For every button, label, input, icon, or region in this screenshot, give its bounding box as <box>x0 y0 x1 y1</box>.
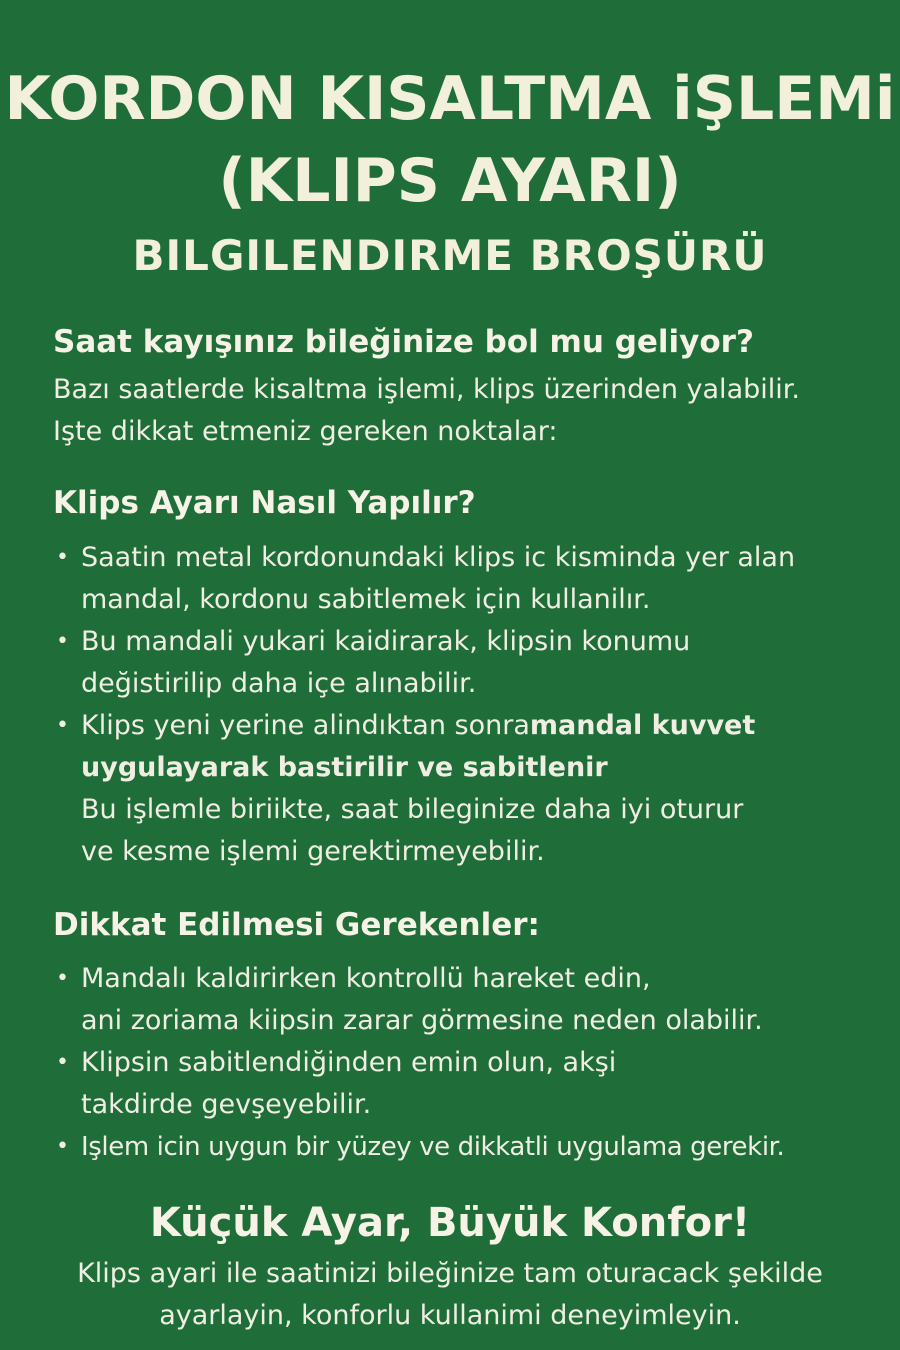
intro-line-1: Bazı saatlerde kisaltma işlemi, klips üzerinden yalabilir. <box>53 374 800 405</box>
list-item-emphasis: mandal kuvvet <box>529 710 756 741</box>
list-item-text: Klips yeni yerine alindıktan sonra <box>81 710 530 741</box>
list-item-line: Saatin metal kordonundaki klips ic kisminda yer alan <box>81 542 796 573</box>
list-item-line <box>81 705 893 747</box>
list-item <box>53 621 893 705</box>
list-item-line: Bu mandali yukari kaidirarak, klipsin konumu <box>81 626 691 657</box>
list-item <box>53 1042 893 1126</box>
how-to-list <box>53 537 893 873</box>
list-item <box>53 958 893 1042</box>
list-item-line: ani zoriama kiipsin zarar görmesine neden olabilir. <box>81 1005 763 1036</box>
list-item-line: değistirilip daha içe alınabilir. <box>81 668 477 699</box>
bullet-icon: • <box>56 629 69 654</box>
intro-line-2: Işte dikkat etmeniz gereken noktalar: <box>53 416 558 447</box>
list-item-line: Klipsin sabitlendiğinden emin olun, akşi <box>81 1047 617 1078</box>
closing-line-2: ayarlayin, konforlu kullanimi deneyimleyin. <box>159 1300 741 1331</box>
intro-text <box>53 369 873 453</box>
list-item-line: Işlem icin uygun bir yüzey ve dikkatli uygulama gerekir. <box>81 1132 785 1162</box>
list-item <box>53 1126 893 1168</box>
list-item-line: takdirde gevşeyebilir. <box>81 1089 372 1120</box>
title-line-1: KORDON KISALTMA iŞLEMi <box>4 64 896 134</box>
bullet-icon: • <box>56 545 69 570</box>
closing-line-1: Klips ayari ile saatinizi bileğinize tam oturacack şekilde <box>77 1258 823 1289</box>
bullet-icon: • <box>56 1134 69 1159</box>
slogan: Küçük Ayar, Büyük Konfor! <box>149 1200 751 1246</box>
list-item <box>53 705 893 873</box>
brochure-subtitle: BILGILENDIRME BROŞÜRÜ <box>132 231 768 280</box>
list-item-line: ve kesme işlemi gerektirmeyebilir. <box>81 836 545 867</box>
title-line-2: (KLIPS AYARI) <box>218 146 682 216</box>
caution-heading: Dikkat Edilmesi Gerekenler: <box>53 907 540 943</box>
bullet-icon: • <box>56 1050 69 1075</box>
list-item-line: mandal, kordonu sabitlemek için kullanilır. <box>81 584 651 615</box>
closing-text <box>0 1253 900 1337</box>
list-item <box>53 537 893 621</box>
brochure-title <box>0 58 900 222</box>
bullet-icon: • <box>56 966 69 991</box>
list-item-line: Bu işlemle biriikte, saat bileginize daha iyi oturur <box>81 794 744 825</box>
intro-heading: Saat kayışınız bileğinize bol mu geliyor? <box>53 324 754 360</box>
caution-list <box>53 958 893 1168</box>
list-item-line: Mandalı kaldirirken kontrollü hareket edin, <box>81 963 651 994</box>
how-to-heading: Klips Ayarı Nasıl Yapılır? <box>53 485 476 521</box>
bullet-icon: • <box>56 713 69 738</box>
list-item-emphasis: uygulayarak bastirilir ve sabitlenir <box>81 752 608 783</box>
